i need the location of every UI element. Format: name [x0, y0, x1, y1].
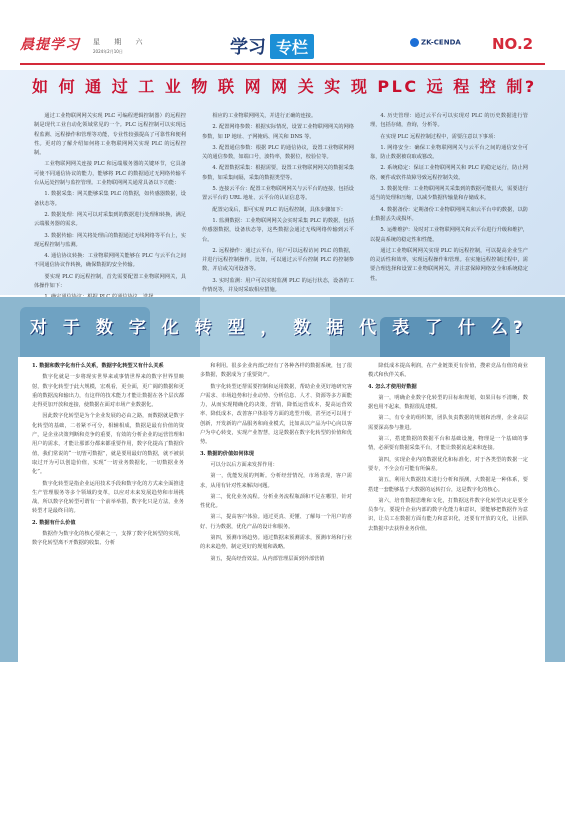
article1-column-3 — [370, 112, 528, 286]
paragraph: 通过工业物联网网关实现 PLC 的远程控制，可以提高企业生产的灵活性和效率，实现远程操作和管理。在实施远程控制过程中，需要合理选择和设置工业物联网网关，并注意保障网络安全和系统稳定性。 — [370, 247, 528, 282]
article1-title: 如 何 通 过 工 业 物 联 网 网 关 实 现 PLC 远 程 控 制? — [32, 77, 537, 96]
paragraph: 可以分以后方面来发挥作用： — [210, 461, 278, 468]
paragraph: 配置完成后，即可实现 PLC 的远程控制，具体步骤如下： — [212, 206, 346, 213]
issue-number: NO.2 — [492, 35, 534, 53]
article2-column-3 — [368, 362, 528, 536]
paragraph: 第四，实现企业内的数据优化和标准化，对于各类型的数据一定要专，不全会有可能有所偏差。 — [368, 456, 528, 472]
paragraph: 4. 数据备份：定期备份工业物联网网关和云平台中的数据，以防止数据丢失或损坏。 — [370, 206, 528, 222]
paragraph: 因此数字化转型是为个企业发展的必由之路，而数据就是数字化转型的基础，二者紧不可分，相辅相成，数据是最有价值的资产，是企业决策判断和竞争的重要，有效的分析企业的运营管理和用户的需求，才能让那部分都来都重要作用，数字化提高了数据价值，我们常说的“一切皆可数据”，就是要用最好的数据，就不被获取过开为可以创造价值，实现“一切业务数据化，一切数据业务化”。 — [32, 413, 184, 476]
paragraph: 第二，优化业务流程。分析业务流程瓶颈和不足在哪里，针对性优化。 — [200, 493, 352, 510]
paragraph: 1. 数据采集：网关能够采集 PLC 的数据，如传感器数据，设备状态等。 — [34, 191, 186, 207]
brand-icon — [410, 38, 419, 47]
paragraph: 第四，预测市场趋势。通过数据来预测需求，预测市场和行业的未来趋势，制定更好的规划和战略。 — [200, 535, 352, 551]
paragraph: 数据作为数字化的核心要素之一，支撑了数字化转型的实现，数字化转型离不开数据的收集、分析 — [32, 531, 184, 547]
paragraph: 2. 配置网络参数：根据实际情况，设置工业物联网网关的网络参数，如 IP 地址、子网掩码、网关和 DNS 等。 — [202, 124, 354, 140]
paragraph: 4. 怎么才使用好数据 — [368, 383, 417, 390]
masthead-logo: 晨提学习 — [20, 37, 80, 53]
paragraph: 第六，培育数据思维和文化，打数据这件数字化转型决定是要全员参与，要提升企业内部的数字化能力和意识，要能够把数据作为意识，让员工在数据方面有能力和意识化，还要有开放的文化，让团队去数据中去获得业务价值。 — [368, 497, 528, 532]
paragraph: 第一，明确企业数字化转型的目标和规划，如果目标不清晰，数据也用不起来，数据很乱建模。 — [368, 394, 528, 411]
paragraph: 4. 配置数据采集：根据需要，设置工业物联网网关的数据采集参数，如采集间隔，采集的数据类型等。 — [202, 165, 354, 181]
column-title-badge: 专栏 — [270, 34, 314, 59]
paragraph: 第二，有专业的组织架，团队负责数据的规划和治理，企业高层需要深高参与推进。 — [368, 415, 528, 431]
paragraph: 3. 数据传输：网关将处理后的数据通过无线网络等平台上，实现远程控制与监测。 — [34, 232, 186, 248]
paragraph: 和利用。很多企业内部已经有了各种各样的数据系统，包了很多数据，数据成为了重要资产。 — [200, 363, 352, 379]
paragraph: 2. 远程操作：通过云平台，用户可以远程访问 PLC 的数据，并进行远程控制操作。比如，可以通过云平台控制 PLC 的控制参数，并启或关闭设备等。 — [202, 247, 354, 273]
paragraph: 5. 运维维护：及时对工业物联网网关和云平台进行升级和维护，以提高系统的稳定性和性能。 — [370, 227, 528, 243]
article2-column-2 — [200, 362, 352, 566]
paragraph: 数字化就是一步将现实世界来或事情世界来的数字世界里映射，数字化转型于此大规模，宏观看，更全面，更广阔的数据和更重的数据流和输出力，有这样的技术能力才能让数据在各个层次都走得更加开放和连接，使数据在面对市场产业数据化。 — [32, 374, 184, 409]
paragraph: 3. 实时监测：用户可以实时监测 PLC 的运行状态，设备的工作情况等，并及时采取相应措施。 — [202, 277, 354, 294]
paragraph: 第三，提高客户体验。通过更真、更懂、了解每一个用户的喜好、行为数据，优化产品的设计和服务。 — [200, 514, 352, 530]
paragraph: 数字化转型是指企业运用技术手段和数字化的方式来全面推进生产管理服务等多个领域的变革，以应对未来发展趋势和市场挑战，所以数字化转型可谓有一个前举举措，数字化只是方法，业务转型才是最终目的。 — [32, 480, 184, 515]
paragraph: 第一，优能发展的判断。分析经营情况，市场表现，客户需求，从用有针对性来解决问题。 — [200, 473, 352, 489]
paragraph: 1. 监测数据：工业物联网网关会实时采集 PLC 的数据，包括传感器数据，设备状态等，这些数据会通过无线网络传输到云平台。 — [202, 217, 354, 243]
paragraph: 工业物联网网关连接 PLC 和远端服务器的关键环节，它具备可使不同通信协议的能力，能够将 PLC 的数据通过无网络传输平台从远处控制与监控管理。工业物联网网关通常具备以下功能： — [34, 161, 186, 187]
paragraph: 相应的工业物联网网关，并进行正确的连接。 — [212, 113, 317, 119]
article2-column-1 — [32, 362, 184, 551]
paragraph: 3. 数据处理：工业物联网网关采集到的数据可能很大，需要进行适当的处理和压缩，以减少数据传输量和存储成本。 — [370, 186, 528, 202]
paragraph: 3. 数据的价值如何体现 — [200, 450, 254, 457]
paragraph: 2. 数据处理：网关可以对采集到的数据进行处理和转换，满足云端服务器的需求。 — [34, 211, 186, 228]
paragraph: 第五，提高经营效益。从内部管理层面到外部营销 — [210, 555, 325, 562]
paragraph: 数字化转型还帮需要控制和运用数据，帮助企业更好地研究客户需求、市场趋势和行业动势、分析信息、人才、资源等多方面能力，从而实现精确化的决策，营销，降低运营成本，提高运营效率、降低成本，改善客户体验等方面的选型升级，甚至还可以用于创新，开发新的产品服务和商业模式，比如从以产品为中心向以客户为中心转变，实现产业智慧，这是数据在数字化转型的价值和优势。 — [200, 383, 352, 446]
article2-title: 对 于 数 字 化 转 型 ， 数 据 代 表 了 什 么? — [30, 318, 528, 338]
brand-name: ZK-CENDA — [421, 38, 461, 47]
column-title — [230, 33, 314, 59]
paragraph: 在实现 PLC 远程控制过程中，需要注意以下事项： — [380, 133, 499, 140]
date-block — [93, 37, 148, 55]
article1-column-2 — [202, 112, 354, 297]
paragraph: 第三，搭建数据的数据平台和基础设施，物理是一个基础的事情，必须要有数据采集平台，才能让数据流起来和连接。 — [368, 436, 528, 452]
issue-date: 2024年2月10日 — [93, 49, 123, 54]
paragraph: 3. 配置通信参数：根据 PLC 的通信协议，设置工业物联网网关的通信参数，如端口号，波特率，数据位，校验位等。 — [202, 144, 354, 161]
paragraph: 1. 数据和数字化有什么关系，数据字化转型又有什么关系 — [32, 363, 164, 369]
column-title-main: 学习 — [230, 37, 266, 58]
article1-column-1 — [34, 112, 186, 305]
paragraph: 4. 历史管理：通过云平台可以实现对 PLC 的历史数据进行管理，包括存储，查询，分析等。 — [370, 113, 528, 129]
header-divider — [20, 63, 545, 65]
weekday: 星 期 六 — [93, 38, 149, 46]
paragraph: 2. 数据有什么价值 — [32, 519, 76, 526]
newspaper-header — [0, 0, 565, 70]
paragraph: 要实现 PLC 的远程控制，首先需要配置工业物联网网关，具体操作如下： — [34, 273, 186, 290]
paragraph: 5. 连接云平台：配置工业物联网网关与云平台的连接，包括设置云平台的 URL 地址、云平台的认证信息等。 — [202, 186, 354, 202]
paragraph: 4. 通信协议转换：工业物联网网关能够在 PLC 与云平台之间不同通信协议作转换，确保数据的安全传输。 — [34, 253, 186, 269]
paragraph: 1. 网络安全：确保工业物联网网关与云平台之间的通信安全可靠，防止数据被窃取或篡改。 — [370, 144, 528, 161]
paragraph: 通过工业物联网网关实现 PLC 可编程逻辑控制器）的远程控制是现代工业自动化领域常见的一个。PLC 远程控制可以实现远程监测、远程操作和管理等功能，专业性较强提高了可靠性和便利性。更对的了解介绍如何将工业物联网网关实现 PLC 的远程控制。 — [34, 113, 186, 157]
paragraph: 第五，利用大数据技术进行分析和预测，大数据是一种体系，要搭建一套能够基于大数据的运转打台，这是数字化的核心。 — [368, 477, 528, 493]
paragraph: 2. 系统稳定：保证工业物联网网关和 PLC 的稳定运行，防止网络、硬件或软件故障导致远程控制失效。 — [370, 165, 528, 181]
paragraph: 降低成本提高利润，在产业链策更有价值，搜索竞品有值的商业模式和伙伴关系。 — [368, 363, 528, 379]
brand-logo — [410, 38, 461, 47]
